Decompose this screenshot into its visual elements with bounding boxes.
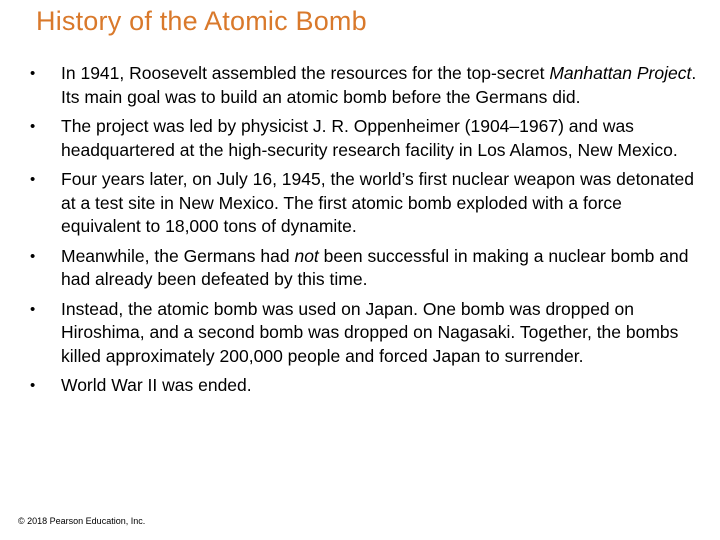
bullet-text <box>61 245 702 292</box>
text-run: In 1941, Roosevelt assembled the resources for the top-secret <box>61 63 550 83</box>
bullet-text <box>61 374 702 398</box>
italic-text: Manhattan Project <box>549 63 692 83</box>
bullet-text <box>61 115 702 162</box>
bullet-dot-icon: • <box>30 247 36 265</box>
bullet-item <box>30 168 702 239</box>
text-run: . Its main goal was to build an atomic bomb before the Germans did. <box>61 63 697 107</box>
bullet-text <box>61 62 702 109</box>
text-run: Meanwhile, the Germans had <box>61 245 295 266</box>
text-run: The project was led by physicist J. R. Oppenheimer (1904–1967) and was headquartered at the high-security research facility in Los Alamos, New Mexico. <box>61 116 678 160</box>
bullet-text <box>61 298 702 369</box>
bullet-dot-icon: • <box>30 377 36 394</box>
bullet-item <box>30 115 702 162</box>
bullet-list <box>30 62 702 404</box>
slide-title: History of the Atomic Bomb <box>36 6 367 36</box>
bullet-dot-icon: • <box>30 65 36 82</box>
bullet-item <box>30 374 702 398</box>
text-run: been successful in making a nuclear bomb and had already been defeated by this time. <box>61 245 689 289</box>
copyright-footer: © 2018 Pearson Education, Inc. <box>18 516 146 526</box>
bullet-dot-icon: • <box>30 171 36 188</box>
italic-text: not <box>294 245 319 266</box>
bullet-text <box>61 168 702 239</box>
bullet-item <box>30 298 702 369</box>
bullet-item <box>30 62 702 109</box>
bullet-item <box>30 245 702 292</box>
text-run: Four years later, on July 16, 1945, the world’s first nuclear weapon was detonated at a test site in New Mexico. The first atomic bomb exploded with a force equivalent to 18,000 tons of dynamite. <box>61 169 694 236</box>
bullet-dot-icon: • <box>30 300 36 318</box>
text-run: World War II was ended. <box>61 375 252 395</box>
bullet-dot-icon: • <box>30 118 36 135</box>
text-run: Instead, the atomic bomb was used on Japan. One bomb was dropped on Hiroshima, and a second bomb was dropped on Nagasaki. Together, the bombs killed approximately 200,000 people and forced Japan to surrender. <box>61 298 679 366</box>
